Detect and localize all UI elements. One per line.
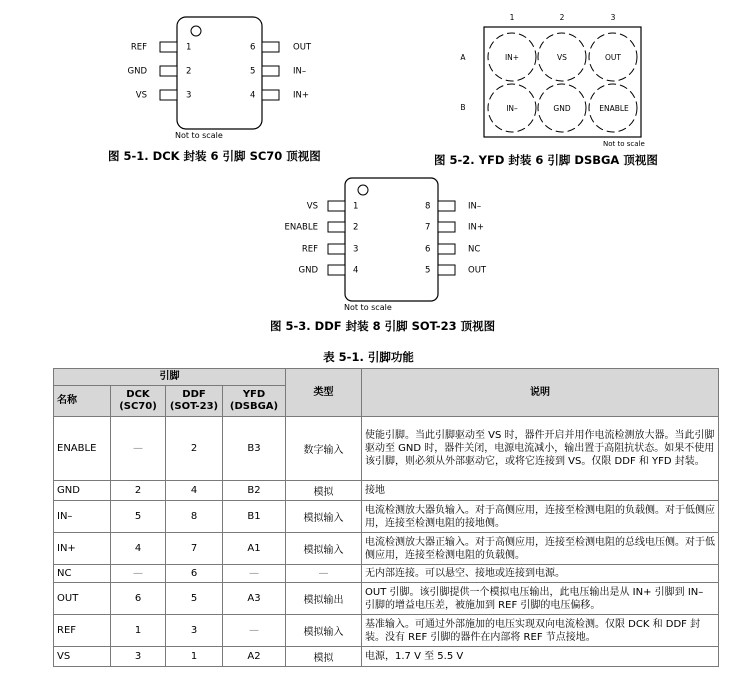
- pin-ddf: 4: [166, 481, 223, 501]
- ddf-pin-number: 1: [353, 201, 359, 212]
- yfd-ball-label: IN–: [506, 104, 518, 113]
- header-name: 名称: [54, 386, 111, 417]
- dck-pin-number: 2: [186, 66, 192, 77]
- pin-dck: 3: [111, 647, 166, 667]
- pin-type: 模拟输入: [286, 501, 362, 533]
- ddf-pin-number: 6: [425, 244, 431, 255]
- pin-type: 模拟: [286, 481, 362, 501]
- pin-yfd: B2: [223, 481, 286, 501]
- pin-dck: —: [111, 417, 166, 481]
- pin-description: OUT 引脚。该引脚提供一个模拟电压输出，此电压输出是从 IN+ 引脚到 IN– 引脚的增益电压差，被施加到 REF 引脚的电压偏移。: [362, 583, 719, 615]
- dck-caption: 图 5-1. DCK 封装 6 引脚 SC70 顶视图: [108, 149, 321, 163]
- ddf-pin-label: OUT: [468, 265, 487, 276]
- pin-dck: 6: [111, 583, 166, 615]
- table-row: [54, 501, 719, 533]
- dck-pad: [160, 66, 177, 76]
- ddf-pin-label: IN–: [468, 201, 482, 212]
- pin-type: 数字输入: [286, 417, 362, 481]
- dck-pad: [262, 66, 279, 76]
- pin-yfd: A1: [223, 533, 286, 565]
- dck-package-diagram: [128, 17, 312, 140]
- ddf-pad: [438, 265, 455, 275]
- table-row: [54, 533, 719, 565]
- dck-pin-number: 4: [250, 90, 256, 101]
- pin-type: 模拟输入: [286, 615, 362, 647]
- pin-ddf: 2: [166, 417, 223, 481]
- yfd-row-label: B: [460, 103, 466, 112]
- yfd-caption: 图 5-2. YFD 封装 6 引脚 DSBGA 顶视图: [434, 153, 658, 167]
- ddf-pin-label: ENABLE: [284, 222, 318, 233]
- dck-pin-label: GND: [127, 66, 147, 77]
- pin-description: 电流检测放大器负输入。对于高侧应用，连接至检测电阻的负载侧。对于低侧应用，连接至检测电阻的接地侧。: [362, 501, 719, 533]
- pin-name: IN–: [54, 501, 111, 533]
- dck-pin-number: 6: [250, 42, 256, 53]
- pin-ddf: 8: [166, 501, 223, 533]
- ddf-pad: [438, 244, 455, 254]
- yfd-package-diagram: [460, 13, 644, 148]
- pin-description: 使能引脚。当此引脚驱动至 VS 时，器件开启并用作电流检测放大器。当此引脚驱动至 GND 时，器件关闭，电源电流减小，输出置于高阻抗状态。如果不使用该引脚，则必须从外部驱动它，或将它连接到 VS。仅限 DDF 和 YFD 封装。: [362, 417, 719, 481]
- pin-yfd: A3: [223, 583, 286, 615]
- pin-yfd: A2: [223, 647, 286, 667]
- pin-name: VS: [54, 647, 111, 667]
- header-description: 说明: [362, 369, 719, 417]
- pin-description: 电流检测放大器正输入。对于高侧应用，连接至检测电阻的总线电压侧。对于低侧应用，连接至检测电阻的负载侧。: [362, 533, 719, 565]
- ddf-package-diagram: [285, 178, 487, 312]
- dck-pin-label: REF: [130, 42, 147, 53]
- ddf-pad: [328, 244, 345, 254]
- pin-yfd: —: [223, 565, 286, 583]
- ddf-pin-label: REF: [301, 244, 318, 255]
- yfd-body: [484, 27, 641, 137]
- ddf-caption: 图 5-3. DDF 封装 8 引脚 SOT-23 顶视图: [270, 319, 496, 333]
- header-pin-group: 引脚: [54, 369, 286, 386]
- yfd-ball-label: OUT: [605, 53, 621, 62]
- ddf-pad: [328, 222, 345, 232]
- pin-ddf: 6: [166, 565, 223, 583]
- pin-description: 基准输入。可通过外部施加的电压实现双向电流检测。仅限 DCK 和 DDF 封装。没有 REF 引脚的器件在内部将 REF 节点接地。: [362, 615, 719, 647]
- ddf-body: [345, 178, 438, 301]
- pin-dck: 2: [111, 481, 166, 501]
- pin-description: 电源，1.7 V 至 5.5 V: [362, 647, 719, 667]
- dck-pin-label: IN–: [293, 66, 307, 77]
- ddf-pin-label: GND: [298, 265, 318, 276]
- pin-function-table: [53, 368, 719, 667]
- yfd-ball-label: GND: [553, 104, 571, 113]
- dck-pin-label: VS: [135, 90, 147, 101]
- ddf-pad: [438, 222, 455, 232]
- table-row: [54, 565, 719, 583]
- table-row: [54, 417, 719, 481]
- pin-yfd: B3: [223, 417, 286, 481]
- table-row: [54, 583, 719, 615]
- pin-yfd: B1: [223, 501, 286, 533]
- dck-pin-number: 1: [186, 42, 192, 53]
- ddf-pin1-marker: [358, 185, 368, 195]
- ddf-pad: [438, 201, 455, 211]
- pin-dck: 5: [111, 501, 166, 533]
- ddf-pin-number: 4: [353, 265, 359, 276]
- pin-name: IN+: [54, 533, 111, 565]
- ddf-pad: [328, 265, 345, 275]
- pin-yfd: —: [223, 615, 286, 647]
- pin-dck: —: [111, 565, 166, 583]
- pin-type: —: [286, 565, 362, 583]
- ddf-pin-number: 5: [425, 265, 431, 276]
- dck-note: Not to scale: [175, 131, 223, 140]
- pin-name: REF: [54, 615, 111, 647]
- header-type: 类型: [286, 369, 362, 417]
- table-row: [54, 615, 719, 647]
- pin-ddf: 3: [166, 615, 223, 647]
- yfd-row-label: A: [460, 53, 466, 62]
- pin-dck: 1: [111, 615, 166, 647]
- yfd-ball-label: ENABLE: [599, 104, 629, 113]
- pin-ddf: 5: [166, 583, 223, 615]
- pin-type: 模拟: [286, 647, 362, 667]
- pin-type: 模拟输出: [286, 583, 362, 615]
- dck-pin1-marker: [191, 26, 201, 36]
- header-dck: DCK (SC70): [111, 386, 166, 417]
- dck-pin-label: IN+: [293, 90, 309, 101]
- table-row: [54, 481, 719, 501]
- table-title: 表 5-1. 引脚功能: [323, 350, 414, 364]
- dck-pad: [160, 42, 177, 52]
- ddf-pad: [328, 201, 345, 211]
- yfd-column-label: 1: [509, 13, 515, 22]
- pin-name: ENABLE: [54, 417, 111, 481]
- dck-pin-number: 5: [250, 66, 256, 77]
- yfd-note: Not to scale: [603, 140, 645, 148]
- ddf-pin-number: 2: [353, 222, 359, 233]
- pin-ddf: 1: [166, 647, 223, 667]
- pin-dck: 4: [111, 533, 166, 565]
- pin-name: GND: [54, 481, 111, 501]
- header-yfd: YFD (DSBGA): [223, 386, 286, 417]
- ddf-note: Not to scale: [344, 303, 392, 312]
- pin-ddf: 7: [166, 533, 223, 565]
- dck-pad: [262, 42, 279, 52]
- dck-pad: [262, 90, 279, 100]
- pin-name: NC: [54, 565, 111, 583]
- ddf-pin-number: 7: [425, 222, 431, 233]
- dck-pad: [160, 90, 177, 100]
- yfd-ball-label: IN+: [504, 53, 520, 62]
- table-row: [54, 647, 719, 667]
- ddf-pin-label: VS: [306, 201, 318, 212]
- ddf-pin-number: 3: [353, 244, 359, 255]
- dck-pin-label: OUT: [293, 42, 312, 53]
- pin-type: 模拟输入: [286, 533, 362, 565]
- ddf-pin-label: IN+: [468, 222, 484, 233]
- header-ddf: DDF (SOT-23): [166, 386, 223, 417]
- yfd-ball-label: VS: [557, 53, 567, 62]
- dck-pin-number: 3: [186, 90, 192, 101]
- ddf-pin-number: 8: [425, 201, 431, 212]
- yfd-column-label: 2: [559, 13, 565, 22]
- yfd-column-label: 3: [610, 13, 616, 22]
- pin-name: OUT: [54, 583, 111, 615]
- pin-description: 无内部连接。可以悬空、接地或连接到电源。: [362, 565, 719, 583]
- pin-description: 接地: [362, 481, 719, 501]
- ddf-pin-label: NC: [468, 244, 481, 255]
